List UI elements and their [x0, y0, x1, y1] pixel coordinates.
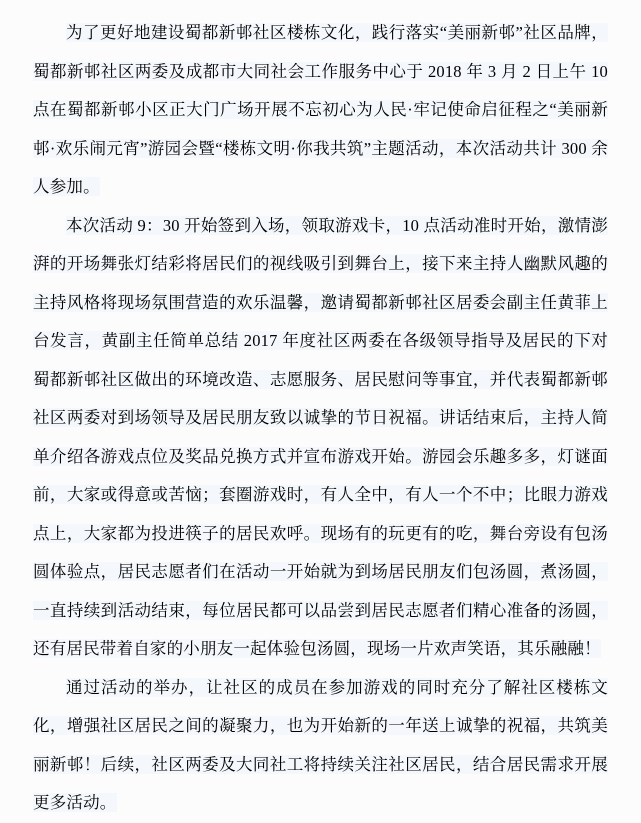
paragraph — [33, 14, 608, 207]
paragraph — [33, 207, 608, 669]
paragraph-text-1: 为了更好地建设蜀都新邨社区楼栋文化，践行落实“美丽新邨”社区品牌，蜀都新邨社区两委及成都市大同社会工作服务中心于 2018 年 3 月 2 日上午 10 点在蜀都新邨小区正大门广场开展不忘初心为人民·牢记使命启征程之“美丽新邨·欢乐闹元宵”游园会暨“楼栋文明·你我共筑”主题活动，本次活动共计 300 余人参加。 — [33, 23, 608, 196]
paragraph — [33, 669, 608, 823]
paragraph-text-2: 本次活动 9：30 开始签到入场，领取游戏卡，10 点活动准时开始，激情澎湃的开场舞张灯结彩将居民们的视线吸引到舞台上，接下来主持人幽默风趣的主持风格将现场氛围营造的欢乐温馨，邀请蜀都新邨社区居委会副主任黄菲上台发言，黄副主任简单总结 2017 年度社区两委在各级领导指导及居民的下对蜀都新邨社区做出的环境改造、志愿服务、居民慰问等事宜，并代表蜀都新邨社区两委对到场领导及居民朋友致以诚挚的节日祝福。讲话结束后，主持人简单介绍各游戏点位及奖品兑换方式并宣布游戏开始。游园会乐趣多多，灯谜面前，大家或得意或苦恼；套圈游戏时，有人全中，有人一个不中；比眼力游戏点上，大家都为投进筷子的居民欢呼。现场有的玩更有的吃，舞台旁设有包汤圆体验点，居民志愿者们在活动一开始就为到场居民朋友们包汤圆，煮汤圆，一直持续到活动结束，每位居民都可以品尝到居民志愿者们精心准备的汤圆，还有居民带着自家的小朋友一起体验包汤圆，现场一片欢声笑语，其乐融融！ — [33, 215, 608, 658]
paragraph-text-3: 通过活动的举办，让社区的成员在参加游戏的同时充分了解社区楼栋文化，增强社区居民之间的凝聚力，也为开始新的一年送上诚挚的祝福，共筑美丽新邨！后续，社区两委及大同社工将持续关注社区居民，结合居民需求开展更多活动。 — [33, 677, 608, 812]
